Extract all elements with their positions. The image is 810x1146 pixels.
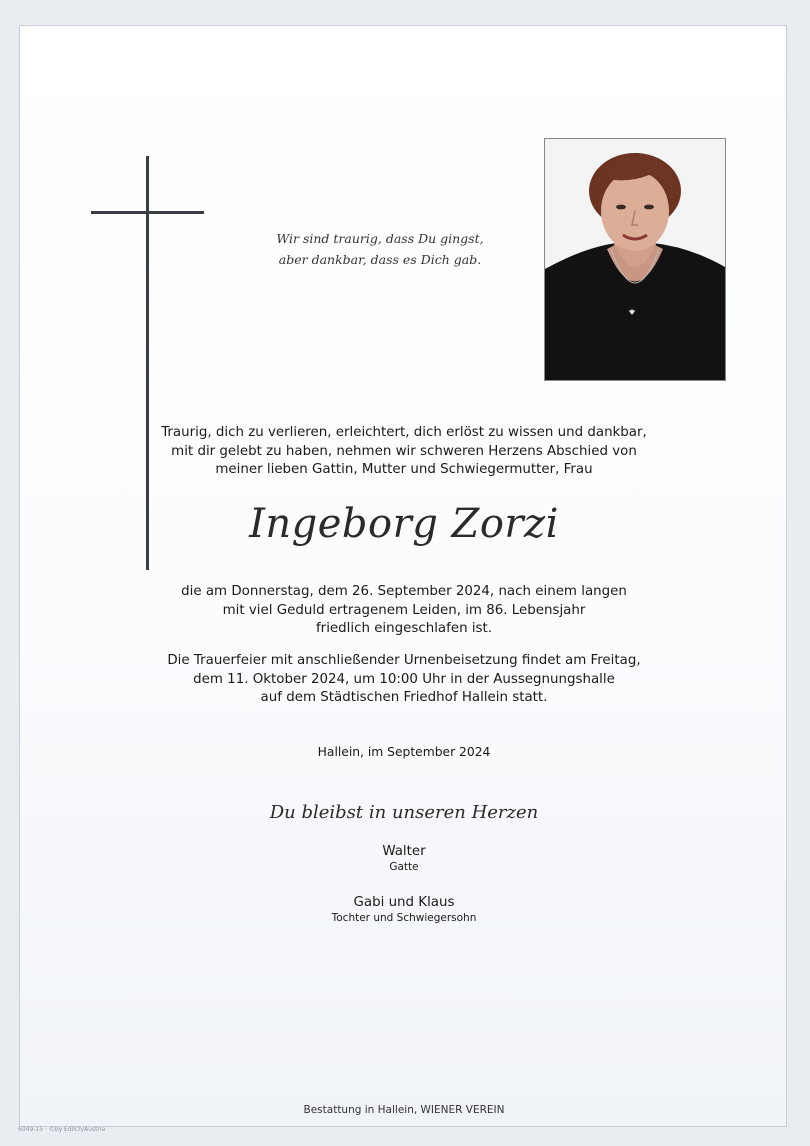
mourner-name: Walter — [382, 844, 426, 859]
deceased-name: Ingeborg Zorzi — [249, 501, 559, 547]
memorial-motto: Du bleibst in unseren Herzen — [269, 802, 539, 823]
mourner-relation: Gatte — [389, 861, 419, 873]
print-code: 6049-15 · ©by Edlich/Austria — [18, 1126, 106, 1133]
death-line-3: friedlich eingeschlafen ist. — [315, 621, 493, 636]
intro-line-1: Traurig, dich zu verlieren, erleichtert, dich erlöst zu wissen und dankbar, — [161, 425, 647, 440]
intro-text — [20, 424, 788, 480]
cross-icon-horizontal — [91, 211, 204, 214]
mourner-name: Gabi und Klaus — [353, 895, 455, 910]
death-notice — [20, 583, 788, 639]
portrait-photo-icon — [545, 139, 725, 380]
intro-line-2: mit dir gelebt zu haben, nehmen wir schweren Herzens Abschied von — [171, 443, 637, 459]
place-date: Hallein, im September 2024 — [317, 745, 491, 759]
mourner-relation: Tochter und Schwiegersohn — [331, 912, 477, 924]
mourner-2 — [20, 894, 788, 925]
intro-line-3: meiner lieben Gattin, Mutter und Schwiegermutter, Frau — [215, 462, 593, 477]
mourner-1 — [20, 843, 788, 874]
parte-card — [19, 25, 787, 1127]
funeral-line-3: auf dem Städtischen Friedhof Hallein statt. — [260, 690, 548, 705]
quote-line-2: aber dankbar, dass es Dich gab. — [278, 252, 482, 267]
funeral-line-2: dem 11. Oktober 2024, um 10:00 Uhr in der Aussegnungshalle — [193, 671, 615, 687]
funeral-line-1: Die Trauerfeier mit anschließender Urnenbeisetzung findet am Freitag, — [167, 653, 641, 668]
quote-line-1: Wir sind traurig, dass Du gingst, — [276, 231, 484, 246]
funeral-details — [20, 652, 788, 708]
portrait-photo — [544, 138, 726, 381]
memorial-quote — [235, 228, 525, 270]
death-line-2: mit viel Geduld ertragenem Leiden, im 86. Lebensjahr — [222, 602, 586, 618]
death-line-1: die am Donnerstag, dem 26. September 2024, nach einem langen — [181, 584, 627, 599]
funeral-home-footer: Bestattung in Hallein, WIENER VEREIN — [303, 1104, 505, 1116]
